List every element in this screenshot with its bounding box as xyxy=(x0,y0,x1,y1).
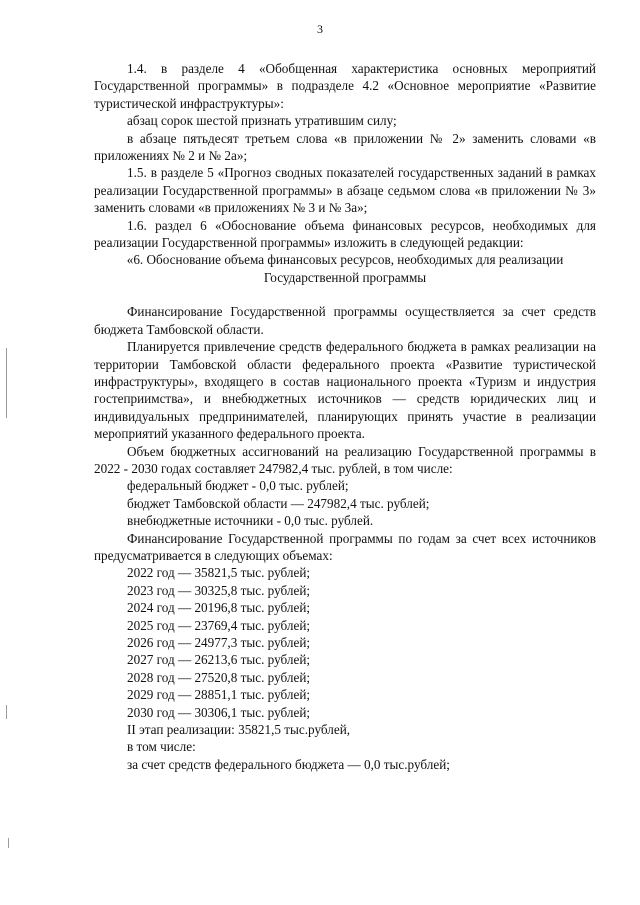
paragraph: абзац сорок шестой признать утратившим силу; xyxy=(127,113,397,129)
paragraph: Объем бюджетных ассигнований на реализацию Государственной программы в 2022 - 2030 годах составляет 247982,4 тыс. рублей, в том числе: xyxy=(94,443,596,476)
paragraph: в абзаце пятьдесят третьем слова «в приложении № 2» заменить словами «в приложениях № 2 и № 2а»; xyxy=(94,130,596,164)
paragraph: Финансирование Государственной программы осуществляется за счет средств бюджета Тамбовской области. xyxy=(94,304,596,337)
source-line: федеральный бюджет - 0,0 тыс. рублей; xyxy=(127,478,349,494)
paragraph: 1.4. в разделе 4 «Обобщенная характеристика основных мероприятий Государственной программы» в подразделе 4.2 «Основное мероприятие «Развитие туристической инфраструктуры»: xyxy=(94,61,596,111)
paragraph: 1.6. раздел 6 «Обоснование объема финансовых ресурсов, необходимых для реализации Государственной программы» изложить в следующей редакции: xyxy=(94,217,596,251)
year-line: 2025 год — 23769,4 тыс. рублей; xyxy=(127,617,311,633)
scan-margin-mark xyxy=(8,838,9,848)
year-line: 2024 год — 20196,8 тыс. рублей; xyxy=(127,600,311,616)
stage-line: II этап реализации: 35821,5 тыс.рублей, xyxy=(127,722,351,738)
stage-line: за счет средств федерального бюджета — 0,0 тыс.рублей; xyxy=(127,756,450,772)
scan-margin-mark xyxy=(6,348,7,418)
year-line: 2022 год — 35821,5 тыс. рублей; xyxy=(127,565,311,581)
paragraph: Финансирование Государственной программы по годам за счет всех источников предусматривается в следующих объемах: xyxy=(94,530,596,563)
year-line: 2029 год — 28851,1 тыс. рублей; xyxy=(127,687,311,703)
stage-line: в том числе: xyxy=(127,739,196,755)
year-line: 2023 год — 30325,8 тыс. рублей; xyxy=(127,582,311,598)
year-line: 2030 год — 30306,1 тыс. рублей; xyxy=(127,704,311,720)
source-line: внебюджетные источники - 0,0 тыс. рублей. xyxy=(127,513,374,529)
paragraph: Планируется привлечение средств федерального бюджета в рамках реализации на территории Тамбовской области федерального проекта «Развитие туристической инфраструктуры», входящего в состав национального проекта «Туризм и индустрия гостеприимства», и внебюджетных источников — средств юридических лиц и индивидуальных предпринимателей, планирующих принять участие в реализации мероприятий указанного федерального проекта. xyxy=(94,339,596,442)
source-line: бюджет Тамбовской области — 247982,4 тыс. рублей; xyxy=(127,495,430,511)
year-line: 2028 год — 27520,8 тыс. рублей; xyxy=(127,669,311,685)
year-line: 2026 год — 24977,3 тыс. рублей; xyxy=(127,635,311,650)
section-heading: «6. Обоснование объема финансовых ресурсов, необходимых для реализации Государственной программы xyxy=(126,252,564,285)
document-body xyxy=(94,60,596,773)
year-line: 2027 год — 26213,6 тыс. рублей; xyxy=(127,652,311,668)
scan-margin-mark xyxy=(6,705,7,719)
paragraph: 1.5. в разделе 5 «Прогноз сводных показателей государственных заданий в рамках реализации Государственной программы» в абзаце седьмом слова «в приложении № 3» заменить словами «в приложениях № 3 и № 3а»; xyxy=(94,165,596,216)
page-number: 3 xyxy=(317,22,323,36)
